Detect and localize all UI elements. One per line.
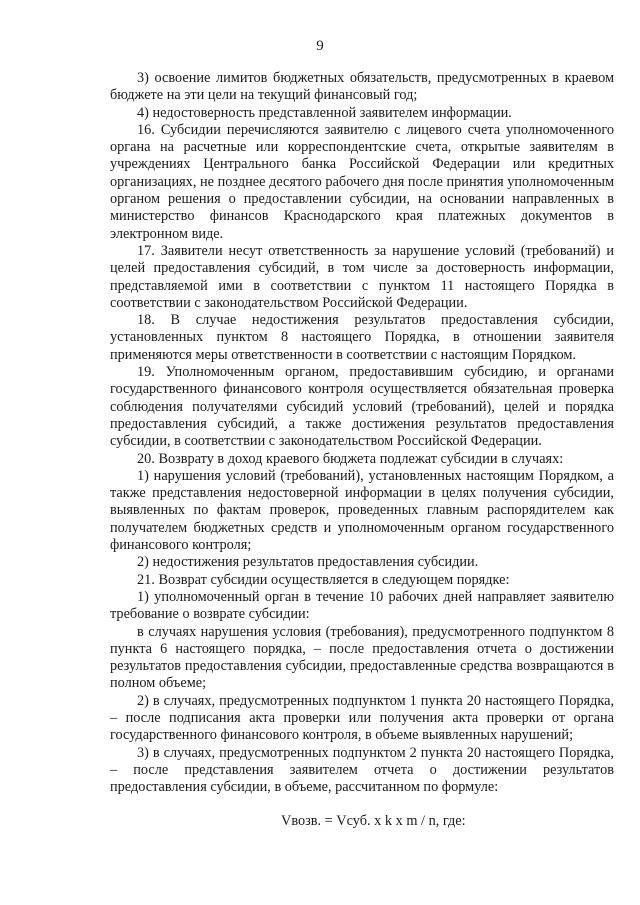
paragraph-21-item-3: 3) в случаях, предусмотренных подпунктом 2 пункта 20 настоящего Порядка, – после представления заявителем отчета о достижении результатов предоставления субсидии, в объеме, рассчитанном по формуле: (110, 744, 614, 796)
paragraph-21-item-1-case: в случаях нарушения условия (требования), предусмотренного подпунктом 8 пункта 6 настоящего порядка, – после предоставления отчета о достижении результатов предоставления субсидии, предоставленные средства возвращаются в полном объеме; (110, 623, 614, 692)
paragraph-20: 20. Возврату в доход краевого бюджета подлежат субсидии в случаях: (137, 450, 564, 467)
paragraph-20-item-1: 1) нарушения условий (требований), установленных настоящим Порядком, а также представления недостоверной информации в целях получения субсидии, выявленных по фактам проверок, проведенных главным распорядителем как получателем бюджетных средств и уполномоченным органом государственного финансового контроля; (110, 467, 614, 554)
paragraph-20-item-2: 2) недостижения результатов предоставления субсидии. (137, 554, 479, 571)
paragraph-17: 17. Заявители несут ответственность за нарушение условий (требований) и целей предоставления субсидий, в том числе за достоверность информации, представляемой ими в соответствии с пунктом 11 настоящего Порядка в соответствии с законодательством Российской Федерации. (110, 242, 614, 311)
document-body (110, 70, 614, 831)
paragraph-unreliability: 4) недостоверность представленной заявителем информации. (137, 104, 512, 121)
formula: Vвозв. = Vсуб. x k x m / n, где: (281, 813, 466, 830)
paragraph-16: 16. Субсидии перечисляются заявителю с лицевого счета уполномоченного органа на расчетные или корреспондентские счета, открытые заявителям в учреждениях Центрального банка Российской Федерации или кредитных организациях, не позднее десятого рабочего дня после принятия уполномоченным органом решения о предоставлении субсидии, на основании направленных в министерство финансов Краснодарского края платежных документов в электронном виде. (110, 121, 614, 242)
paragraph-limits: 3) освоение лимитов бюджетных обязательств, предусмотренных в краевом бюджете на эти цели на текущий финансовый год; (110, 70, 614, 104)
paragraph-18: 18. В случае недостижения результатов предоставления субсидии, установленных пунктом 8 настоящего Порядка, в отношении заявителя применяются меры ответственности в соответствии с настоящим Порядком. (110, 312, 614, 363)
paragraph-21: 21. Возврат субсидии осуществляется в следующем порядке: (137, 571, 510, 588)
paragraph-19: 19. Уполномоченным органом, предоставившим субсидию, и органами государственного финансового контроля осуществляется обязательная проверка соблюдения получателями субсидий условий (требований), целей и порядка предоставления субсидий, а также достижения результатов предоставления субсидии, в соответствии с законодательством Российской Федерации. (110, 364, 614, 450)
page-number: 9 (316, 38, 324, 54)
paragraph-21-item-2: 2) в случаях, предусмотренных подпунктом 1 пункта 20 настоящего Порядка, – после подписания акта проверки или получения акта проверки от органа государственного финансового контроля, в объеме выявленных нарушений; (110, 692, 614, 744)
paragraph-21-item-1: 1) уполномоченный орган в течение 10 рабочих дней направляет заявителю требование о возврате субсидии: (110, 588, 614, 623)
